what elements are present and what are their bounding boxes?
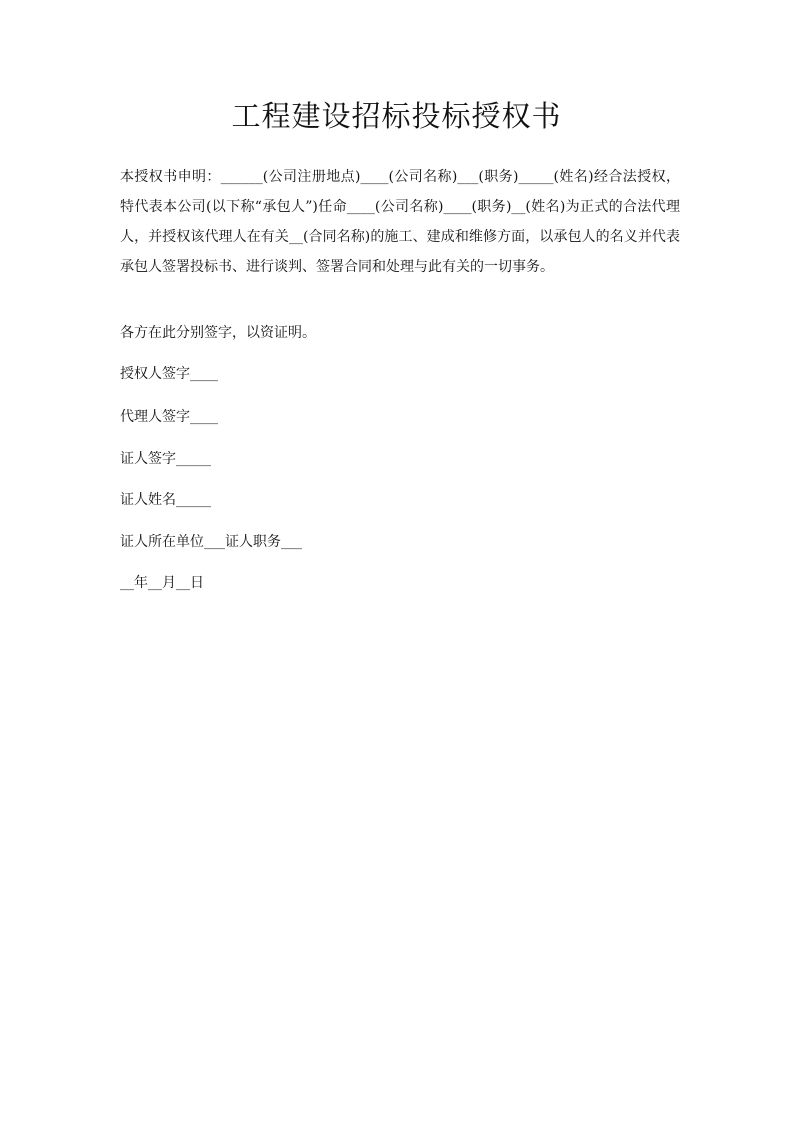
witness-name-line: 证人姓名_____ <box>120 492 211 508</box>
document-title: 工程建设招标投标授权书 <box>231 99 562 133</box>
date-line: __年__月__日 <box>120 575 204 591</box>
witness-unit-title-line: 证人所在单位___证人职务___ <box>120 534 302 550</box>
attestation-line: 各方在此分别签字，以资证明。 <box>120 325 316 341</box>
agent-signature-line: 代理人签字____ <box>120 409 218 425</box>
witness-signature-line: 证人签字_____ <box>120 451 211 467</box>
grantor-signature-line: 授权人签字____ <box>120 366 218 382</box>
authorization-paragraph: 本授权书申明：______(公司注册地点)____(公司名称)___(职务)_____(姓名)经合法授权，特代表本公司(以下称“承包人”)任命____(公司名称)____(职务)__(姓名)为正式的合法代理人，并授权该代理人在有关__(合同名称)的施工、建成和维修方面，以承包人的名义并代表承包人签署投标书、进行谈判、签署合同和处理与此有关的一切事务。 <box>120 169 680 275</box>
